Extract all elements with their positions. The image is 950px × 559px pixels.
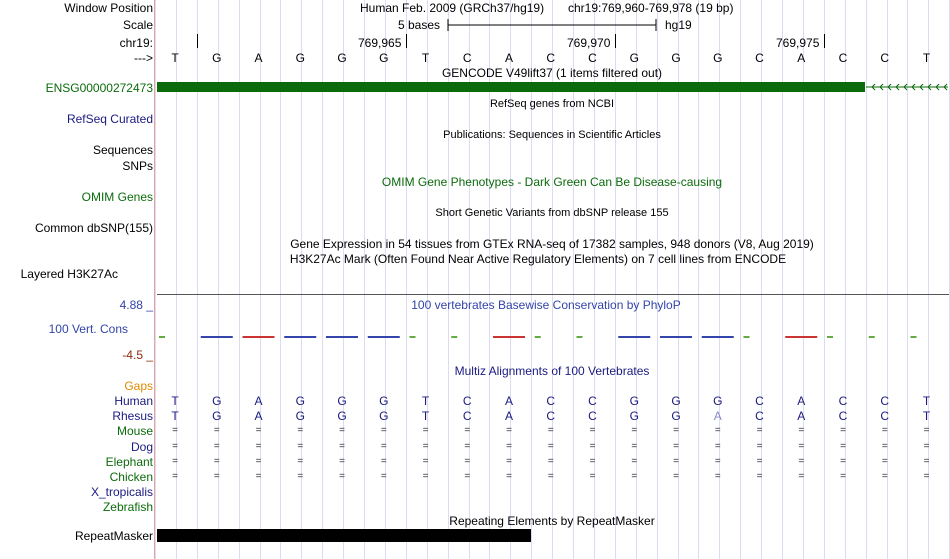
scale-text: 5 bases (398, 18, 441, 32)
alignment-base: G (379, 394, 389, 408)
phylop-bar (535, 336, 541, 338)
phylop-bar (869, 336, 875, 338)
ref-base: C (546, 51, 556, 65)
ref-base: A (504, 51, 513, 65)
alignment-base: = (798, 455, 805, 467)
ref-base: C (880, 51, 890, 65)
tick-mark-3 (824, 34, 825, 48)
ref-base: T (922, 51, 931, 65)
alignment-base: = (172, 471, 178, 482)
alignment-base: = (297, 440, 304, 452)
species-label[interactable]: X_tropicalis (90, 485, 153, 500)
alignment-base: = (255, 425, 262, 437)
alignment-base: = (923, 471, 930, 482)
alignment-base: = (756, 425, 763, 437)
alignment-base: C (462, 394, 472, 408)
phylop-bar (827, 336, 833, 338)
alignment-base: = (881, 425, 888, 437)
tick-start (197, 34, 198, 48)
position-readout: chr19:769,960-769,978 (19 bp) (568, 1, 734, 15)
ref-base: G (629, 51, 639, 65)
alignment-base: = (923, 440, 930, 452)
alignment-base: C (755, 394, 764, 408)
phylop-bar (368, 336, 400, 338)
alignment-base: = (714, 425, 721, 437)
ref-base: C (588, 51, 597, 65)
tick-mark-1 (406, 34, 407, 48)
refseq-track-title[interactable]: RefSeq genes from NCBI (489, 98, 615, 110)
alignment-base: A (254, 394, 263, 408)
alignment-base: = (464, 425, 471, 437)
alignment-base: = (881, 455, 888, 467)
alignment-base: = (840, 425, 846, 437)
species-label[interactable]: Dog (130, 439, 153, 454)
alignment-base: = (339, 471, 345, 482)
alignment-base: = (172, 425, 178, 437)
alignment-base: = (631, 471, 638, 482)
phylop-bar (577, 336, 583, 338)
alignment-base: C (546, 394, 556, 408)
alignment-base: = (380, 425, 387, 437)
alignment-base: = (714, 471, 721, 482)
phylop-bar (911, 336, 917, 338)
species-label[interactable]: Chicken (109, 470, 153, 484)
alignment-base: = (881, 471, 888, 482)
refseq-label[interactable]: RefSeq Curated (66, 112, 153, 126)
gtex-track-title[interactable]: Gene Expression in 54 tissues from GTEx RNA-seq of 17382 samples, 948 donors (V8, Aug 2019) (290, 237, 814, 251)
strand-label: ---> (134, 51, 153, 65)
alignment-base: G (212, 409, 222, 424)
alignment-base: = (339, 425, 345, 437)
scale-db: hg19 (665, 18, 692, 32)
chrom-label: chr19: (119, 36, 153, 50)
label-separator (154, 0, 155, 559)
phylop-bar (201, 336, 233, 338)
dbsnp-track-title[interactable]: Short Genetic Variants from dbSNP release 155 (435, 207, 669, 219)
omim-track-title[interactable]: OMIM Gene Phenotypes - Dark Green Can Be Disease-causing (381, 175, 723, 189)
dbsnp-label[interactable]: Common dbSNP(155) (34, 221, 153, 235)
species-label[interactable]: Mouse (116, 424, 153, 439)
alignment-base: = (840, 471, 846, 482)
species-label[interactable]: Rhesus (112, 409, 153, 424)
ref-base: A (797, 51, 806, 65)
ref-base: C (462, 51, 472, 65)
snps-label[interactable]: SNPs (122, 159, 153, 173)
alignment-base: = (213, 455, 220, 467)
scale-label: Scale (122, 18, 153, 32)
tick-label-2: 769,970 (567, 36, 611, 50)
alignment-base: = (547, 455, 554, 467)
alignment-base: = (172, 455, 178, 467)
alignment-base: T (171, 409, 179, 424)
alignment-base: = (380, 455, 387, 467)
alignment-base: T (421, 409, 430, 424)
alignment-base: T (922, 409, 931, 424)
alignment-base: = (422, 455, 429, 467)
alignment-base: = (923, 455, 930, 467)
alignment-base: = (422, 440, 429, 452)
alignment-base: = (213, 471, 220, 482)
alignment-base: C (588, 409, 597, 424)
gene-strand-arrows (866, 82, 950, 92)
multiz-track-title[interactable]: Multiz Alignments of 100 Vertebrates (454, 364, 650, 378)
alignment-base: = (506, 425, 512, 437)
alignment-base: A (797, 394, 806, 408)
alignment-base: C (880, 394, 890, 408)
alignment-base: = (213, 440, 220, 452)
alignment-base: = (840, 440, 846, 452)
ref-base: G (713, 51, 723, 65)
alignment-base: = (506, 440, 512, 452)
tick-label-3: 769,975 (776, 36, 820, 50)
alignment-base: G (671, 409, 681, 424)
alignment-base: G (295, 409, 305, 424)
alignment-base: A (713, 409, 722, 424)
alignment-base: = (798, 471, 805, 482)
alignment-base: G (629, 394, 639, 408)
alignment-base: = (380, 440, 387, 452)
alignment-base: = (464, 440, 471, 452)
gencode-track-title[interactable]: GENCODE V49lift37 (1 items filtered out) (441, 66, 663, 80)
alignment-base: = (714, 440, 721, 452)
assembly-title: Human Feb. 2009 (GRCh37/hg19) (360, 1, 545, 15)
alignment-base: T (922, 394, 931, 408)
alignment-base: = (339, 455, 345, 467)
alignment-base: C (546, 409, 556, 424)
repeatmasker-track-title[interactable]: Repeating Elements by RepeatMasker (449, 514, 655, 528)
alignment-base: = (714, 455, 721, 467)
grid-line (155, 0, 156, 559)
alignment-base: = (506, 455, 512, 467)
alignment-base: C (755, 409, 764, 424)
tick-label-1: 769,965 (358, 36, 402, 50)
alignment-base: A (504, 394, 513, 408)
alignment-base: C (880, 409, 890, 424)
alignment-base: = (464, 471, 471, 482)
alignment-base: = (881, 440, 888, 452)
phylop-bar (451, 336, 457, 338)
window-position-label: Window Position (64, 1, 153, 15)
phylop-bar (660, 336, 692, 338)
alignment-base: = (297, 455, 304, 467)
alignment-base: = (380, 471, 387, 482)
phylop-track-title[interactable]: 100 vertebrates Basewise Conservation by PhyloP (411, 298, 681, 312)
alignment-base: = (297, 471, 304, 482)
alignment-base: A (254, 409, 263, 424)
alignment-base: A (504, 409, 513, 424)
alignment-base: = (631, 425, 638, 437)
alignment-base: = (547, 471, 554, 482)
alignment-base: = (464, 455, 471, 467)
alignment-base: = (798, 425, 805, 437)
alignment-base: = (172, 440, 178, 452)
alignment-base: = (213, 425, 220, 437)
phylop-bar (493, 336, 525, 338)
h3k27ac-track-title[interactable]: H3K27Ac Mark (Often Found Near Active Regulatory Elements) on 7 cell lines from ENCODE (289, 252, 787, 266)
alignment-base: = (589, 440, 596, 452)
alignment-base: G (671, 394, 681, 408)
phylop-bar (744, 336, 750, 338)
repeat-element-bar[interactable] (157, 529, 531, 542)
omim-label[interactable]: OMIM Genes (81, 190, 153, 204)
alignment-base: G (295, 394, 305, 408)
gaps-label: Gaps (124, 379, 153, 393)
gene-body-bar[interactable] (157, 82, 865, 92)
h3k27ac-label[interactable]: Layered H3K27Ac (20, 267, 118, 281)
alignment-base: = (673, 425, 679, 437)
phylop-bar (785, 336, 817, 338)
alignment-base: = (422, 425, 429, 437)
phylop-bar (410, 336, 416, 338)
alignment-base: G (337, 394, 347, 408)
alignment-base: = (673, 455, 679, 467)
alignment-base: = (422, 471, 429, 482)
ref-base: G (379, 51, 389, 65)
alignment-base: G (379, 409, 389, 424)
scale-bar (447, 18, 659, 32)
phylop-bar (326, 336, 358, 338)
phylop-bar (159, 336, 165, 338)
ref-base: C (755, 51, 764, 65)
alignment-base: C (838, 409, 848, 424)
species-label[interactable]: Elephant (105, 454, 153, 469)
ref-base: G (295, 51, 305, 65)
ref-base: G (212, 51, 222, 65)
alignment-base: = (840, 455, 846, 467)
alignment-base: = (255, 471, 262, 482)
alignment-base: = (255, 455, 262, 467)
sequences-label[interactable]: Sequences (92, 143, 153, 157)
ref-base: T (171, 51, 179, 65)
alignment-base: G (713, 394, 723, 408)
alignment-base: = (756, 440, 763, 452)
alignment-base: = (506, 471, 512, 482)
alignment-base: = (547, 425, 554, 437)
phylop-min-label: -4.5 _ (122, 348, 153, 362)
alignment-base: = (589, 455, 596, 467)
publications-track-title[interactable]: Publications: Sequences in Scientific Articles (443, 129, 661, 141)
alignment-base: = (547, 440, 554, 452)
alignment-base: G (212, 394, 222, 408)
phylop-signal (157, 330, 949, 346)
alignment-base: C (588, 394, 597, 408)
phylop-bar (618, 336, 650, 338)
alignment-base: = (255, 440, 262, 452)
phylop-bar (243, 336, 275, 338)
alignment-base: G (337, 409, 347, 424)
species-label[interactable]: Human (114, 394, 153, 408)
alignment-base: A (797, 409, 806, 424)
alignment-base: G (629, 409, 639, 424)
phylop-max-label: 4.88 _ (119, 298, 153, 312)
alignment-base: C (838, 394, 848, 408)
alignment-base: = (673, 471, 679, 482)
phylop-bar (702, 336, 734, 338)
alignment-base: = (631, 440, 638, 452)
alignment-base: = (589, 471, 596, 482)
ref-base: G (337, 51, 347, 65)
ref-base: T (421, 51, 430, 65)
alignment-base: = (589, 425, 596, 437)
ref-base: C (838, 51, 848, 65)
alignment-base: = (923, 425, 930, 437)
tick-mark-2 (615, 34, 616, 48)
alignment-base: C (462, 409, 472, 424)
alignment-base: = (756, 471, 763, 482)
alignment-base: = (631, 455, 638, 467)
alignment-base: T (421, 394, 430, 408)
alignment-base: T (171, 394, 179, 408)
vert-cons-label[interactable]: 100 Vert. Cons (48, 322, 128, 336)
alignment-base: = (339, 440, 345, 452)
alignment-base: = (673, 440, 679, 452)
ref-base: A (254, 51, 263, 65)
h3k27ac-baseline (157, 294, 949, 295)
alignment-base: = (798, 440, 805, 452)
gene-id-label[interactable]: ENSG00000272473 (45, 81, 153, 95)
species-label[interactable]: Zebrafish (102, 500, 153, 515)
alignment-base: = (756, 455, 763, 467)
ref-base: G (671, 51, 681, 65)
phylop-bar (284, 336, 316, 338)
repeatmasker-label[interactable]: RepeatMasker (74, 529, 153, 543)
alignment-base: = (297, 425, 304, 437)
